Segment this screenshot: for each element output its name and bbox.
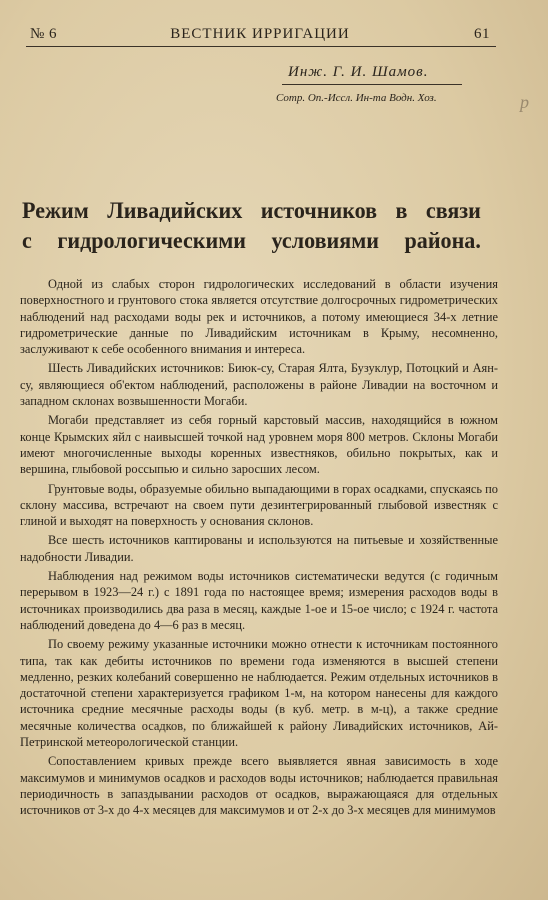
running-head: [30, 26, 490, 46]
paragraph: Все шесть источников каптированы и используются на питьевые и хозяйственные надобности Ливадии.: [20, 533, 498, 564]
paragraph: По своему режиму указанные источники можно отнести к источникам постоянного типа, так как дебиты источников по времени года изменяются в высшей степени медленно, резких колебаний совершенно не наблюдается. Режим отдельных источников в достаточной степени характеризуется графиком 1-м, на котором нанесены для каждого источника средние месячные расходы воды (в куб. метр. в м-ц), а также средние месячные количества осадков, по ближайшей к району Ливадийских источников, Ай-Петринской метеорологической станции.: [20, 637, 498, 750]
paragraph: Могаби представляет из себя горный карстовый массив, находящийся в южном конце Крымских яйл с наивысшей точкой над уровнем моря 800 метров. Склоны Могаби имеют многочисленные выходы коренных известняков, обильно покрытых, как и вершина, глыбовой россыпью и сильно заросших лесом.: [20, 413, 498, 477]
author-affiliation: Сотр. Оп.-Иссл. Ин-та Водн. Хоз.: [276, 92, 437, 104]
article-body: [20, 276, 498, 822]
paragraph: Наблюдения над режимом воды источников систематически ведутся (с годичным перерывом в 1923—24 г.) с 1891 года по настоящее время; измерения расходов воды в источниках производились два раза в месяц, каждые 1-ое и 15-ое число; с 1924 г. частота наблюдений доведена до 4—6 раз в месяц.: [20, 569, 498, 632]
journal-title: ВЕСТНИК ИРРИГАЦИИ: [170, 26, 350, 42]
author-name: Инж. Г. И. Шамов.: [288, 64, 429, 80]
title-line: Режим Ливадийских источников в связи: [22, 198, 481, 223]
title-line: с гидрологическими условиями района.: [22, 228, 481, 253]
issue-number: № 6: [30, 26, 58, 42]
paragraph: Шесть Ливадийских источников: Биюк-су, Старая Ялта, Бузуклур, Потоцкий и Аян-су, являющиеся об'ектом наблюдений, расположены в районе Ливадии на восточном и западном склонах возвышенности Могаби.: [20, 361, 498, 409]
page-number: 61: [474, 26, 490, 42]
header-rule: [26, 46, 496, 47]
handwritten-margin-mark: р: [520, 92, 529, 112]
paragraph: Грунтовые воды, образуемые обильно выпадающими в горах осадками, спускаясь по склону массива, встречают на своем пути дезинтегрированный глыбовой известняк с глиной и выходят на поверхность у основания склонов.: [20, 481, 498, 529]
article-title: [22, 196, 481, 256]
author-underline: [282, 84, 462, 85]
paragraph: Сопоставлением кривых прежде всего выявляется явная зависимость в ходе максимумов и минимумов осадков и расходов воды источников; наблюдается правильная периодичность в запаздывании расходов от осадков, выражающаяся для отдельных источников от 3-х до 4-х месяцев для максимумов и от 2-х до 3-х месяцев для минимумов: [20, 754, 498, 818]
paragraph: Одной из слабых сторон гидрологических исследований в области изучения поверхностного и грунтового стока является отсутствие долгосрочных гидрометрических наблюдений над расходами воды рек и источников, а потому имеющиеся 34-х летние гидрометрические данные по Ливадийским источникам в Крыму, несомненно, заслуживают к себе особенного внимания и интереса.: [20, 277, 498, 357]
